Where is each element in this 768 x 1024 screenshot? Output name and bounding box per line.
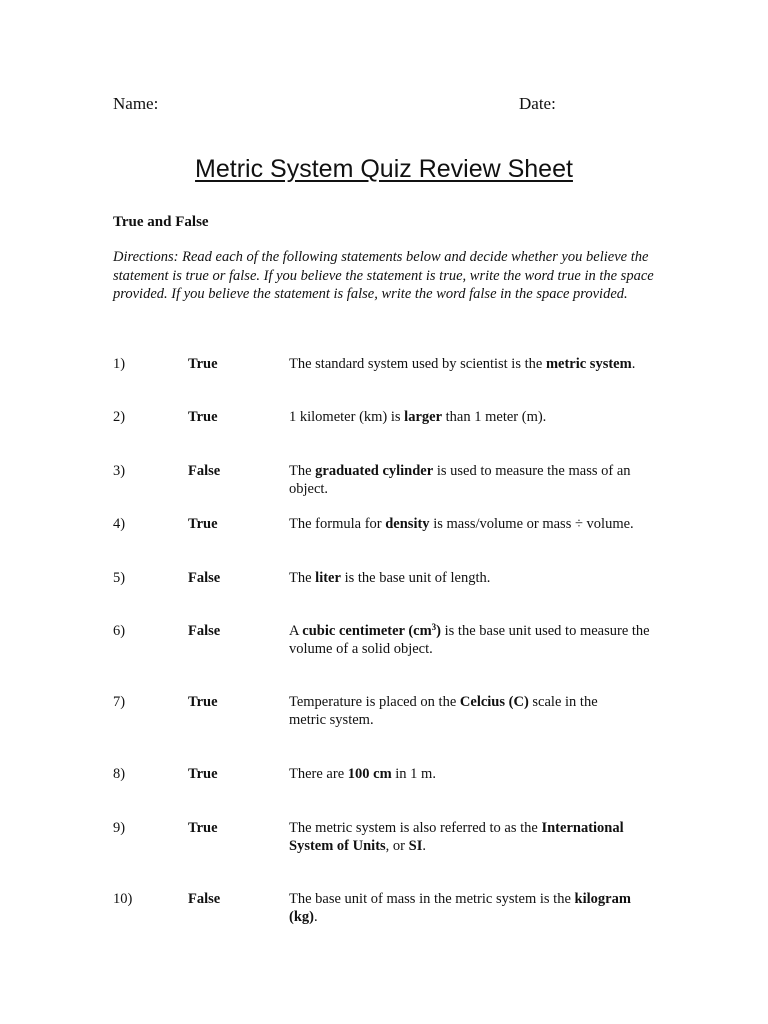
question-statement: 1 kilometer (km) is larger than 1 meter (m). [289, 409, 547, 425]
question-number: 1) [113, 356, 126, 372]
question-answer: True [188, 820, 218, 836]
question-statement: The standard system used by scientist is the metric system. [289, 356, 636, 372]
question-statement: The metric system is also referred to as the International System of Units, or SI. [289, 820, 624, 854]
question-answer: True [188, 356, 218, 372]
question-number: 6) [113, 623, 126, 639]
question-statement: The liter is the base unit of length. [289, 570, 491, 586]
date-label: Date: [519, 94, 556, 113]
question-number: 7) [113, 694, 126, 710]
question-answer: False [188, 570, 221, 586]
question-answer: True [188, 694, 218, 710]
question-statement: The formula for density is mass/volume or mass ÷ volume. [289, 516, 634, 532]
header-row [113, 94, 673, 116]
question-answer: False [188, 463, 221, 479]
question-statement: There are 100 cm in 1 m. [289, 766, 436, 782]
question-statement: The base unit of mass in the metric system is the kilogram (kg). [289, 891, 631, 925]
question-statement: Temperature is placed on the Celcius (C) scale in the metric system. [289, 694, 598, 728]
question-answer: False [188, 891, 221, 907]
question-answer: True [188, 516, 218, 532]
question-number: 2) [113, 409, 126, 425]
name-label: Name: [113, 94, 159, 113]
question-answer: False [188, 623, 221, 639]
question-statement: A cubic centimeter $(cm^3)$ is the base unit used to measure the volume of a solid object. [289, 622, 650, 657]
question-number: 4) [113, 516, 126, 532]
question-number: 8) [113, 766, 126, 782]
section-heading: True and False [113, 214, 209, 230]
question-answer: True [188, 766, 218, 782]
question-answer: True [188, 409, 218, 425]
question-number: 3) [113, 463, 126, 479]
question-number: 9) [113, 820, 126, 836]
question-number: 10) [113, 891, 133, 907]
directions-text: Directions: Read each of the following statements below and decide whether you believe the statement is true or false. If you believe the statement is true, write the word true in the space provided. If you believe the statement is false, write the word false in the space provided. [113, 249, 654, 302]
question-number: 5) [113, 570, 126, 586]
page-title: Metric System Quiz Review Sheet [195, 155, 573, 183]
question-statement: The graduated cylinder is used to measure the mass of an object. [289, 463, 631, 497]
